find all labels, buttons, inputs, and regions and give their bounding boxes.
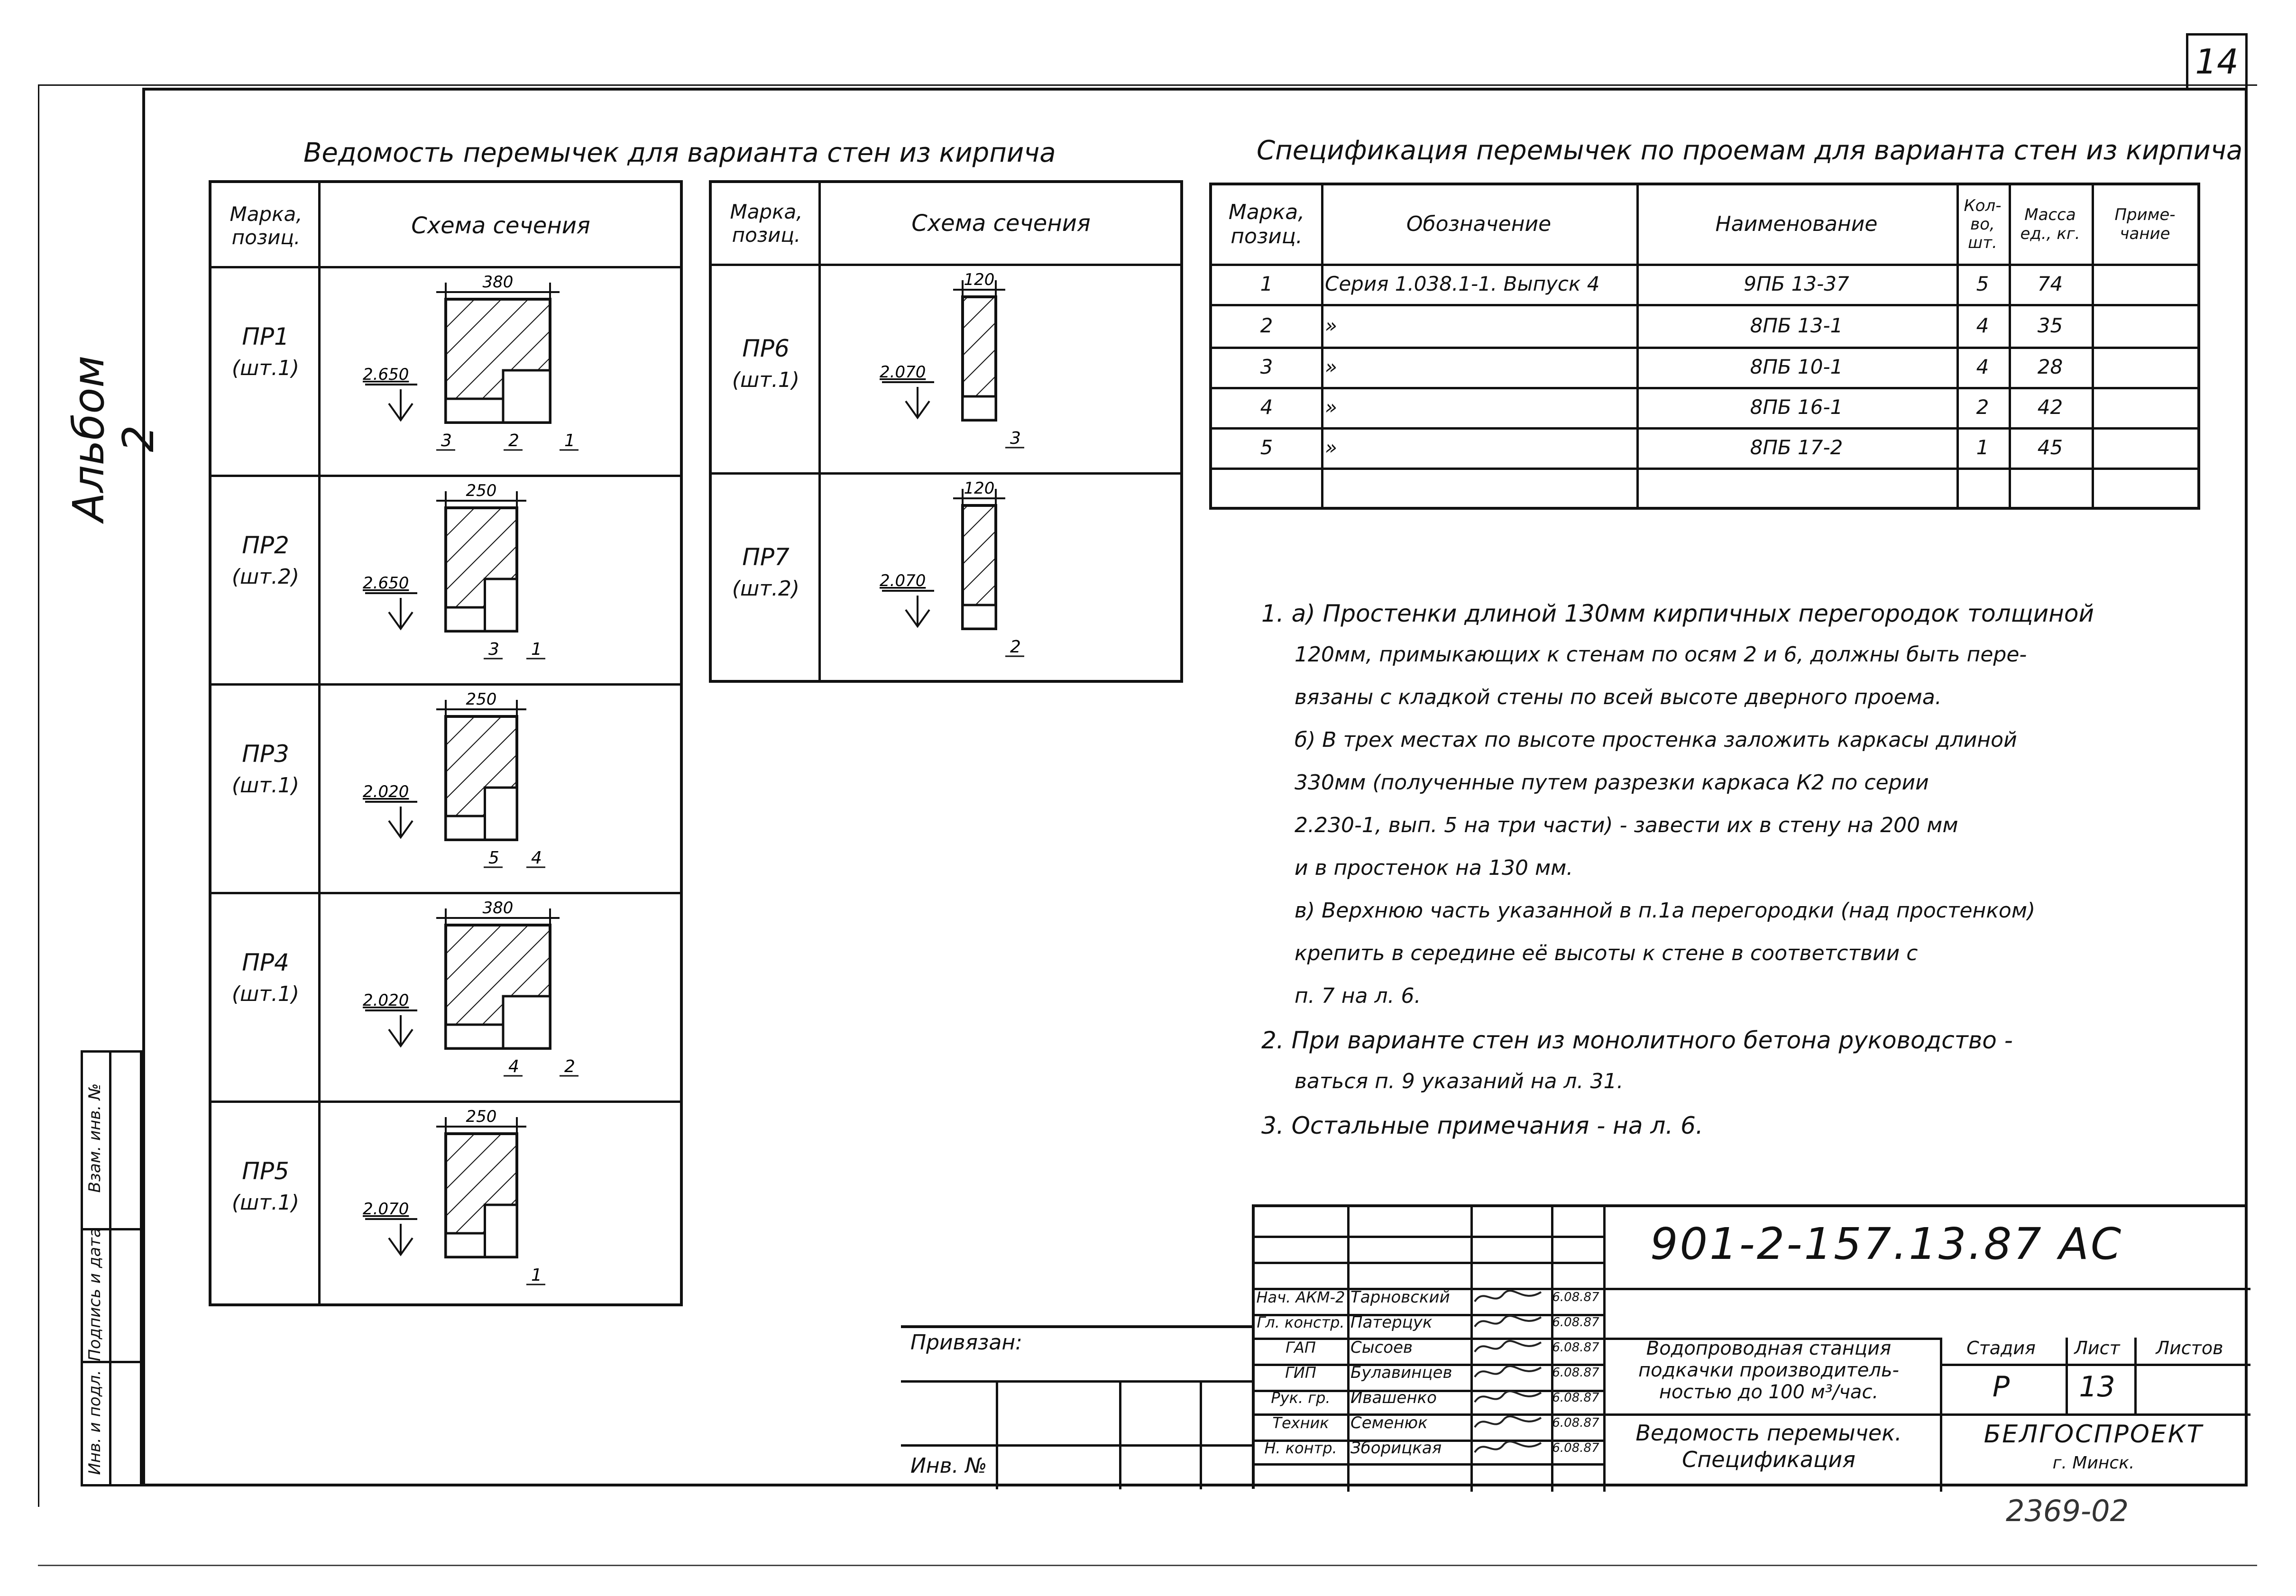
row-mark: ПР5 (242, 1157, 289, 1185)
person-date: 6.08.87 (1552, 1315, 1599, 1330)
position-label: 2 (508, 431, 519, 450)
person-name: Тарновский (1350, 1288, 1450, 1307)
spec-cell (2012, 468, 2088, 508)
level-label: 2.020 (363, 782, 409, 801)
note-line: вязаны с кладкой стены по всей высоте дверного проема. (1295, 685, 1942, 709)
spec-cell (1325, 468, 1633, 508)
sheet-label: Лист (2074, 1337, 2120, 1358)
stamp-vzam-inv: Взам. инв. № (85, 1083, 104, 1193)
spec-cell: 3 (1260, 355, 1273, 378)
spec-cell: 4 (1976, 313, 1989, 337)
level-label: 2.650 (363, 574, 409, 593)
spec-cell: 5 (1260, 436, 1273, 459)
dim-label: 380 (482, 273, 514, 292)
spec-cell: » (1325, 436, 1337, 459)
note-line: 330мм (полученные путем разрезки каркаса К2 по серии (1295, 770, 1929, 795)
spec-cell (2095, 387, 2195, 427)
spec-cell: 28 (2037, 355, 2063, 378)
person-role: Нач. АКМ-2 (1256, 1288, 1345, 1306)
project-name: Водопроводная станция подкачки производитель-ностью до 100 м³/час. (1638, 1338, 1899, 1403)
spec-cell (2095, 427, 2195, 468)
note-line: 1. а) Простенки длиной 130мм кирпичных перегородок толщиной (1261, 600, 2094, 627)
spec-table (1209, 183, 2200, 510)
spec-cell (1216, 468, 1317, 508)
note-line: 2. При варианте стен из монолитного бетона руководство - (1261, 1027, 2013, 1054)
spec-cell: 8ПБ 17-2 (1750, 436, 1843, 459)
vedomost-title: Ведомость перемычек для варианта стен из кирпича (303, 138, 1056, 168)
row-qty: (шт.1) (231, 1191, 300, 1215)
row-mark: ПР3 (242, 740, 289, 768)
position-label: 2 (1010, 637, 1021, 657)
spec-cell (1960, 468, 2005, 508)
spec-cell: 8ПБ 16-1 (1750, 395, 1843, 419)
privyazan-label: Привязан: (910, 1330, 1022, 1355)
dim-label: 250 (466, 481, 497, 500)
signature (1470, 1285, 1546, 1309)
person-name: Зборицкая (1350, 1439, 1442, 1458)
spec-cell: » (1325, 355, 1337, 378)
person-name: Булавинцев (1350, 1363, 1452, 1382)
spec-header-cell: Наименование (1715, 212, 1878, 237)
position-label: 3 (488, 640, 499, 659)
person-name: Семенюк (1350, 1413, 1428, 1432)
dim-label: 380 (482, 899, 514, 917)
position-label: 3 (441, 431, 452, 450)
row-qty: (шт.2) (231, 565, 300, 589)
spec-header-cell: Кол-во, шт. (1964, 196, 2002, 253)
dim-label: 250 (466, 690, 497, 709)
position-label: 4 (531, 848, 542, 868)
spec-cell: 9ПБ 13-37 (1744, 272, 1849, 295)
position-label: 3 (1010, 429, 1021, 448)
signature (1470, 1436, 1546, 1459)
spec-cell (2095, 347, 2195, 387)
position-label: 4 (508, 1057, 519, 1076)
spec-cell: 35 (2037, 313, 2063, 337)
level-label: 2.070 (880, 571, 926, 590)
person-role: ГИП (1285, 1364, 1316, 1382)
spec-cell: 2 (1976, 395, 1989, 419)
org-name: БЕЛГОСПРОЕКТ (1984, 1420, 2204, 1449)
sheet-number: 14 (2195, 42, 2239, 82)
position-label: 2 (564, 1057, 575, 1076)
spec-cell: 42 (2037, 395, 2063, 419)
note-line: 120мм, примыкающих к стенам по осям 2 и 6, должны быть пере- (1295, 642, 2027, 667)
note-line: 2.230-1, вып. 5 на три части) - завести их в стену на 200 мм (1295, 813, 1958, 837)
sheets-label: Листов (2156, 1337, 2223, 1358)
inv-no-label: Инв. № (910, 1454, 987, 1478)
row-qty: (шт.1) (231, 982, 300, 1006)
spec-cell (2095, 468, 2195, 508)
section-scheme (835, 477, 1119, 657)
person-date: 6.08.87 (1552, 1416, 1599, 1430)
person-date: 6.08.87 (1552, 1290, 1599, 1304)
person-date: 6.08.87 (1552, 1340, 1599, 1355)
stage-value: Р (1992, 1370, 2010, 1403)
row-mark: ПР1 (242, 323, 289, 350)
section-scheme (341, 897, 626, 1077)
row-qty: (шт.1) (231, 773, 300, 798)
note-line: ваться п. 9 указаний на л. 31. (1295, 1069, 1624, 1093)
spec-header-cell: Обозначение (1406, 212, 1552, 237)
person-date: 6.08.87 (1552, 1391, 1599, 1405)
row-mark: ПР4 (242, 949, 289, 976)
section-scheme (341, 479, 626, 660)
spec-cell: » (1325, 395, 1337, 419)
level-label: 2.070 (880, 363, 926, 382)
sheet-value: 13 (2079, 1370, 2115, 1403)
spec-cell: 74 (2037, 272, 2063, 295)
sheet-number-box (2186, 33, 2248, 90)
stamp-podpis-data: Подпись и дата (85, 1228, 104, 1361)
spec-header-cell: Марка, позиц. (1228, 200, 1305, 248)
position-label: 5 (488, 848, 499, 868)
spec-cell: 1 (1260, 272, 1273, 295)
position-label: 1 (531, 640, 542, 659)
spec-header-cell: Приме-чание (2114, 205, 2176, 243)
spec-cell: 8ПБ 10-1 (1750, 355, 1843, 378)
signature (1470, 1310, 1546, 1334)
stage-label: Стадия (1966, 1337, 2036, 1358)
sheet-name: Ведомость перемычек. Спецификация (1635, 1420, 1902, 1472)
position-label: 1 (564, 431, 575, 450)
note-line: и в простенок на 130 мм. (1295, 856, 1573, 880)
spec-title: Спецификация перемычек по проемам для варианта стен из кирпича (1257, 135, 2243, 166)
position-label: 1 (531, 1266, 542, 1285)
col-scheme-header: Схема сечения (411, 212, 590, 239)
spec-cell (2095, 264, 2195, 304)
col-mark-header: Марка, позиц. (230, 202, 303, 249)
person-role: Гл. констр. (1257, 1313, 1345, 1331)
spec-cell: Серия 1.038.1-1. Выпуск 4 (1325, 272, 1600, 295)
spec-cell: 4 (1976, 355, 1989, 378)
note-line: 3. Остальные примечания - на л. 6. (1261, 1112, 1703, 1139)
spec-cell: 1 (1976, 436, 1989, 459)
person-date: 6.08.87 (1552, 1441, 1599, 1455)
spec-cell: 2 (1260, 313, 1273, 337)
org-city: г. Минск. (2052, 1453, 2135, 1473)
spec-cell: 8ПБ 13-1 (1750, 313, 1843, 337)
album-label: Альбом 2 (64, 355, 164, 522)
spec-cell (1640, 468, 1953, 508)
spec-cell: » (1325, 313, 1337, 337)
spec-cell: 45 (2037, 436, 2063, 459)
level-label: 2.020 (363, 991, 409, 1010)
dim-label: 120 (964, 479, 995, 498)
signature (1470, 1335, 1546, 1359)
row-qty: (шт.1) (732, 368, 800, 392)
level-label: 2.650 (363, 365, 409, 384)
col-mark-header-right: Марка, позиц. (730, 200, 803, 247)
person-name: Ивашенко (1350, 1388, 1437, 1407)
left-margin-stamp (81, 1050, 142, 1486)
row-mark: ПР6 (742, 335, 790, 362)
person-name: Сысоев (1350, 1338, 1413, 1357)
signature (1470, 1385, 1546, 1409)
stamp-inv-podl: Инв. и подл. (85, 1370, 104, 1475)
level-label: 2.070 (363, 1200, 409, 1219)
spec-cell (2095, 304, 2195, 347)
document-code: 901-2-157.13.87 АС (1650, 1219, 2123, 1269)
spec-cell: 4 (1260, 395, 1273, 419)
spec-cell: 5 (1976, 272, 1989, 295)
person-role: ГАП (1286, 1339, 1316, 1357)
col-scheme-header-right: Схема сечения (911, 210, 1091, 237)
signature (1470, 1360, 1546, 1384)
dim-label: 250 (466, 1107, 497, 1126)
person-name: Патерцук (1350, 1313, 1433, 1332)
note-line: б) В трех местах по высоте простенка заложить каркасы длиной (1295, 728, 2017, 752)
dim-label: 120 (964, 270, 995, 289)
section-scheme (341, 1105, 626, 1285)
section-scheme (341, 271, 626, 451)
note-line: п. 7 на л. 6. (1295, 984, 1421, 1008)
row-mark: ПР2 (242, 532, 289, 559)
person-role: Н. контр. (1264, 1439, 1337, 1457)
archive-number: 2369-02 (2006, 1494, 2129, 1528)
note-line: крепить в середине её высоты к стене в соответствии с (1295, 941, 1918, 965)
signature (1470, 1411, 1546, 1434)
row-qty: (шт.1) (231, 356, 300, 380)
spec-header-cell: Масса ед., кг. (2020, 205, 2080, 243)
person-date: 6.08.87 (1552, 1366, 1599, 1380)
person-role: Техник (1272, 1414, 1329, 1432)
section-scheme (341, 688, 626, 868)
privyazan-block (901, 1325, 1252, 1489)
note-line: в) Верхнюю часть указанной в п.1а перегородки (над простенком) (1295, 899, 2036, 923)
row-mark: ПР7 (742, 543, 790, 571)
row-qty: (шт.2) (732, 577, 800, 601)
section-scheme (835, 268, 1119, 449)
person-role: Рук. гр. (1271, 1389, 1331, 1407)
